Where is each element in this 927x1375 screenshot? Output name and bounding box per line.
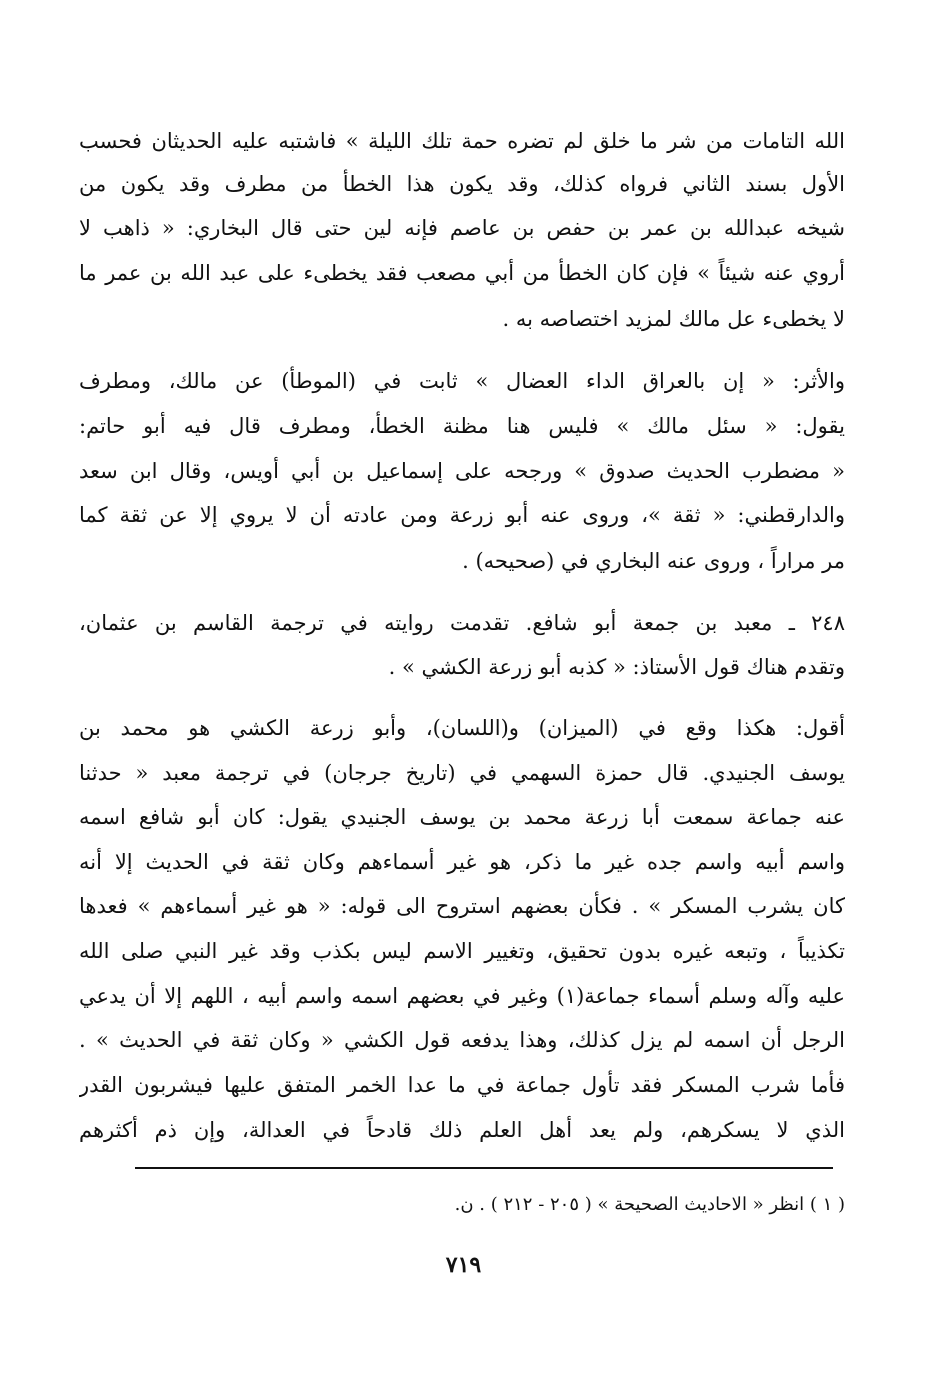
text-line: الرجل أن اسمه لم يزل كذلك، وهذا يدفعه قول الكشي « وكان ثقة في الحديث » .: [79, 1028, 845, 1052]
footnote: ( ١ ) انظر « الاحاديث الصحيحة » ( ٢٠٥ - ٢١٢ ) . ن.: [454, 1194, 845, 1215]
text-line: عليه وآله وسلم أسماء جماعة(١) وغير في بعضهم اسمه واسم أبيه ، اللهم إلا أن يدعي: [79, 984, 845, 1008]
text-line: والدارقطني: « ثقة »، وروى عنه أبو زرعة ومن عادته أن لا يروي إلا عن ثقة كما: [79, 503, 845, 527]
text-line: والأثر: « إن بالعراق الداء العضال » ثابت في (الموطأ) عن مالك، ومطرف: [79, 369, 845, 393]
text-line: يقول: « سئل مالك » فليس هنا مظنة الخطأ، ومطرف قال فيه أبو حاتم:: [79, 414, 845, 438]
text-line: تكذيباً ، وتبعه غيره بدون تحقيق، وتغيير الاسم ليس بكذب وقد غير النبي صلى الله: [79, 939, 845, 963]
text-line: شيخه عبدالله بن عمر بن حفص بن عاصم فإنه لين حتى قال البخاري: « ذاهب لا: [79, 216, 845, 240]
text-line: يوسف الجنيدي. قال حمزة السهمي في (تاريخ جرجان) في ترجمة معبد « حدثنا: [79, 761, 845, 785]
text-line: كان يشرب المسكر » . فكأن بعضهم استروح الى قوله: « هو غير أسماءهم » فعدها: [79, 894, 845, 918]
text-line: الذي لا يسكرهم، ولم يعد أهل العلم ذلك قادحاً في العدالة، وإن ذم أكثرهم: [79, 1118, 845, 1142]
footnote-divider: [135, 1167, 833, 1169]
text-line: مر مراراً ، وروى عنه البخاري في (صحيحه) .: [462, 549, 845, 573]
text-line: فأما شرب المسكر فقد تأول جماعة في ما عدا الخمر المتفق عليها فيشربون القدر: [79, 1073, 845, 1097]
text-line: لا يخطىء عل مالك لمزيد اختصاصه به .: [502, 307, 845, 331]
text-line: عنه جماعة سمعت أبا زرعة محمد بن يوسف الجنيدي يقول: كان أبو شافع اسمه: [79, 805, 845, 829]
text-line: أقول: هكذا وقع في (الميزان) و(اللسان)، وأبو زرعة الكشي هو محمد بن: [79, 716, 845, 740]
text-line: واسم أبيه واسم جده غير ما ذكر، هو غير أسماءهم وكان ثقة في الحديث إلا أنه: [79, 850, 845, 874]
page-number: ٧١٩: [445, 1252, 482, 1278]
text-line: وتقدم هناك قول الأستاذ: « كذبه أبو زرعة الكشي » .: [388, 655, 845, 679]
text-line: الله التامات من شر ما خلق لم تضره حمة تلك الليلة » فاشتبه عليه الحديثان فحسب: [79, 129, 845, 153]
text-line: « مضطرب الحديث صدوق » ورجحه على إسماعيل بن أبي أويس، وقال ابن سعد: [79, 459, 845, 483]
text-line: أروي عنه شيئاً » فإن كان الخطأ من أبي مصعب فقد يخطىء على عبد الله بن عمر ما: [79, 261, 845, 285]
text-line: الأول بسند الثاني فرواه كذلك، وقد يكون هذا الخطأ من مطرف وقد يكون من: [79, 172, 845, 196]
entry-heading-line: ٢٤٨ ـ معبد بن جمعة أبو شافع. تقدمت روايته في ترجمة القاسم بن عثمان،: [79, 611, 845, 635]
